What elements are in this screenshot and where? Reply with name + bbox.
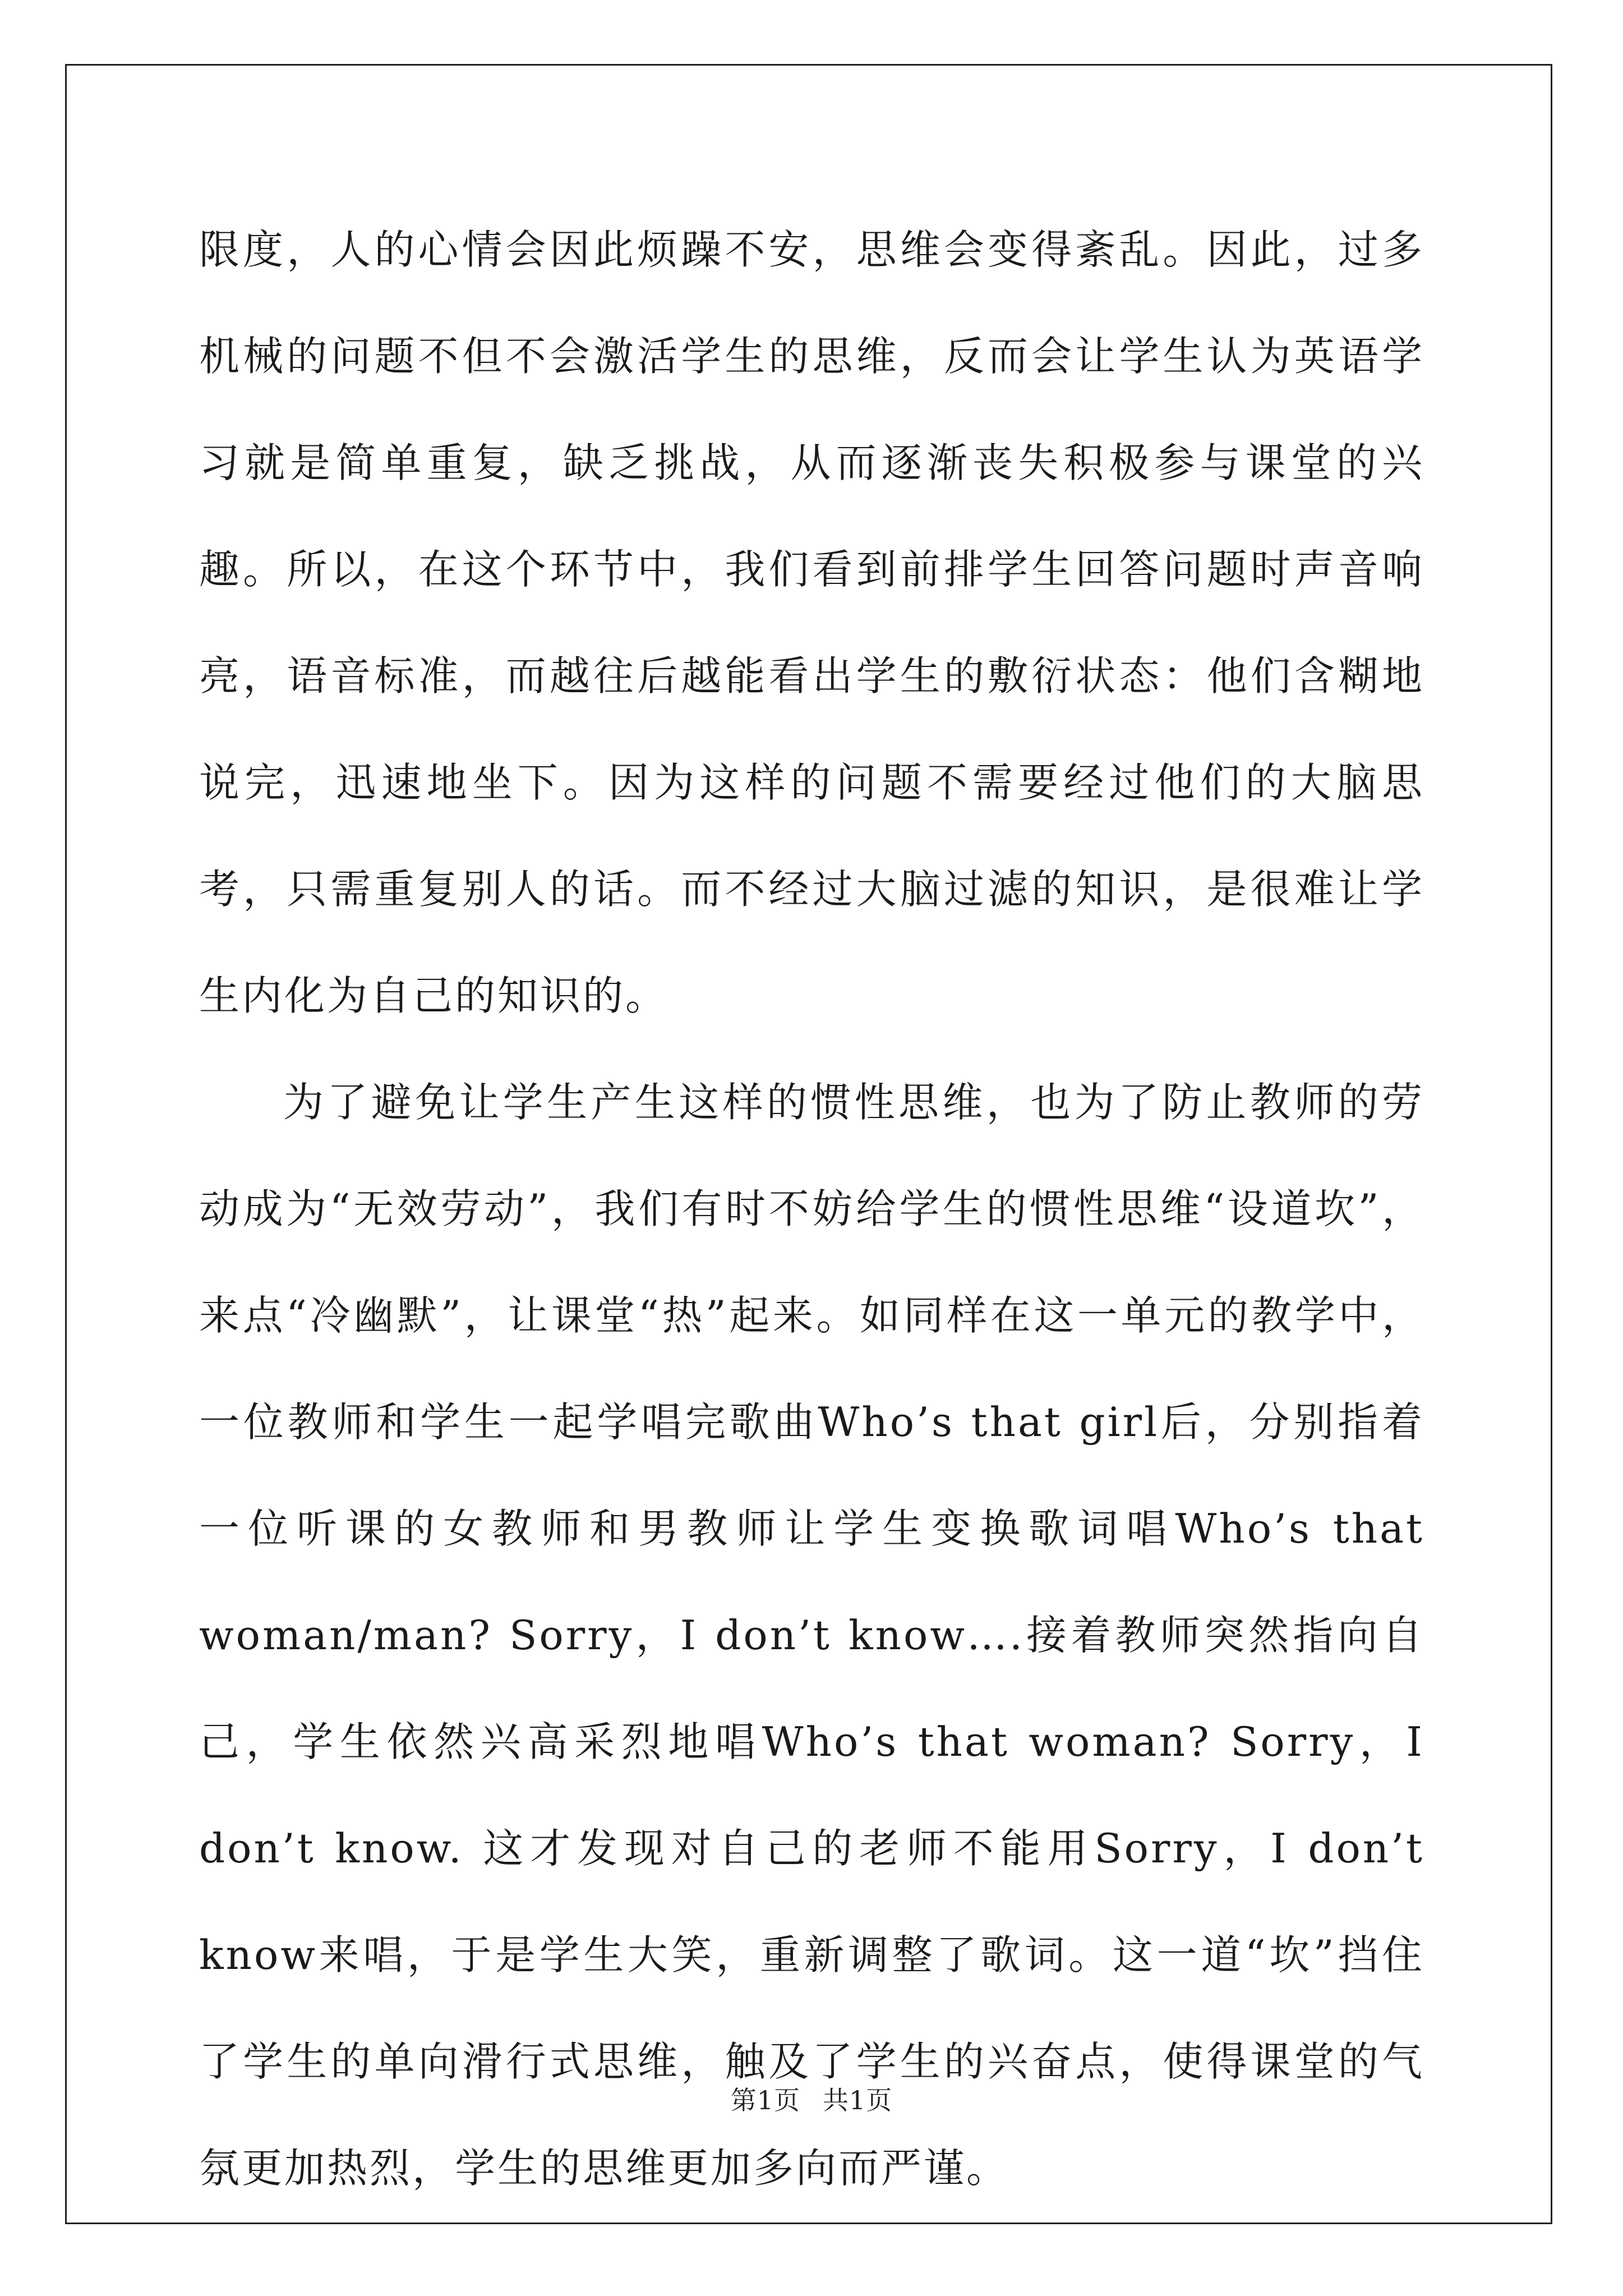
paragraph: 限度，人的心情会因此烦躁不安，思维会变得紊乱。因此，过多机械的问题不但不会激活学生的思维，反而会让学生认为英语学习就是简单重复，缺乏挑战，从而逐渐丧失积极参与课堂的兴趣。所以，在这个环节中，我们看到前排学生回答问题时声音响亮，语音标准，而越往后越能看出学生的敷衍状态：他们含糊地说完，迅速地坐下。因为这样的问题不需要经过他们的大脑思考，只需重复别人的话。而不经过大脑过滤的知识，是很难让学生内化为自己的知识的。 xyxy=(199,226,1424,1019)
page-footer xyxy=(0,2080,1623,2117)
page-number: 第1页 xyxy=(730,2085,800,2115)
document-body xyxy=(199,196,1424,2221)
page-total: 共1页 xyxy=(823,2085,893,2115)
paragraph: 为了避免让学生产生这样的惯性思维，也为了防止教师的劳动成为“无效劳动”，我们有时不妨给学生的惯性思维“设道坎”，来点“冷幽默”，让课堂“热”起来。如同样在这一单元的教学中，一位教师和学生一起学唱完歌曲Who’s that girl后，分别指着一位听课的女教师和男教师让学生变换歌词唱Who’s that woman/man? Sorry，I don’t know….接着教师突然指向自己，学生依然兴高采烈地唱Who’s that woman? Sorry，I don’t know. 这才发现对自己的老师不能用Sorry，I don’t know来唱，于是学生大笑，重新调整了歌词。这一道“坎”挡住了学生的单向滑行式思维，触及了学生的兴奋点，使得课堂的气氛更加热烈，学生的思维更加多向而严谨。 xyxy=(199,1079,1424,2192)
